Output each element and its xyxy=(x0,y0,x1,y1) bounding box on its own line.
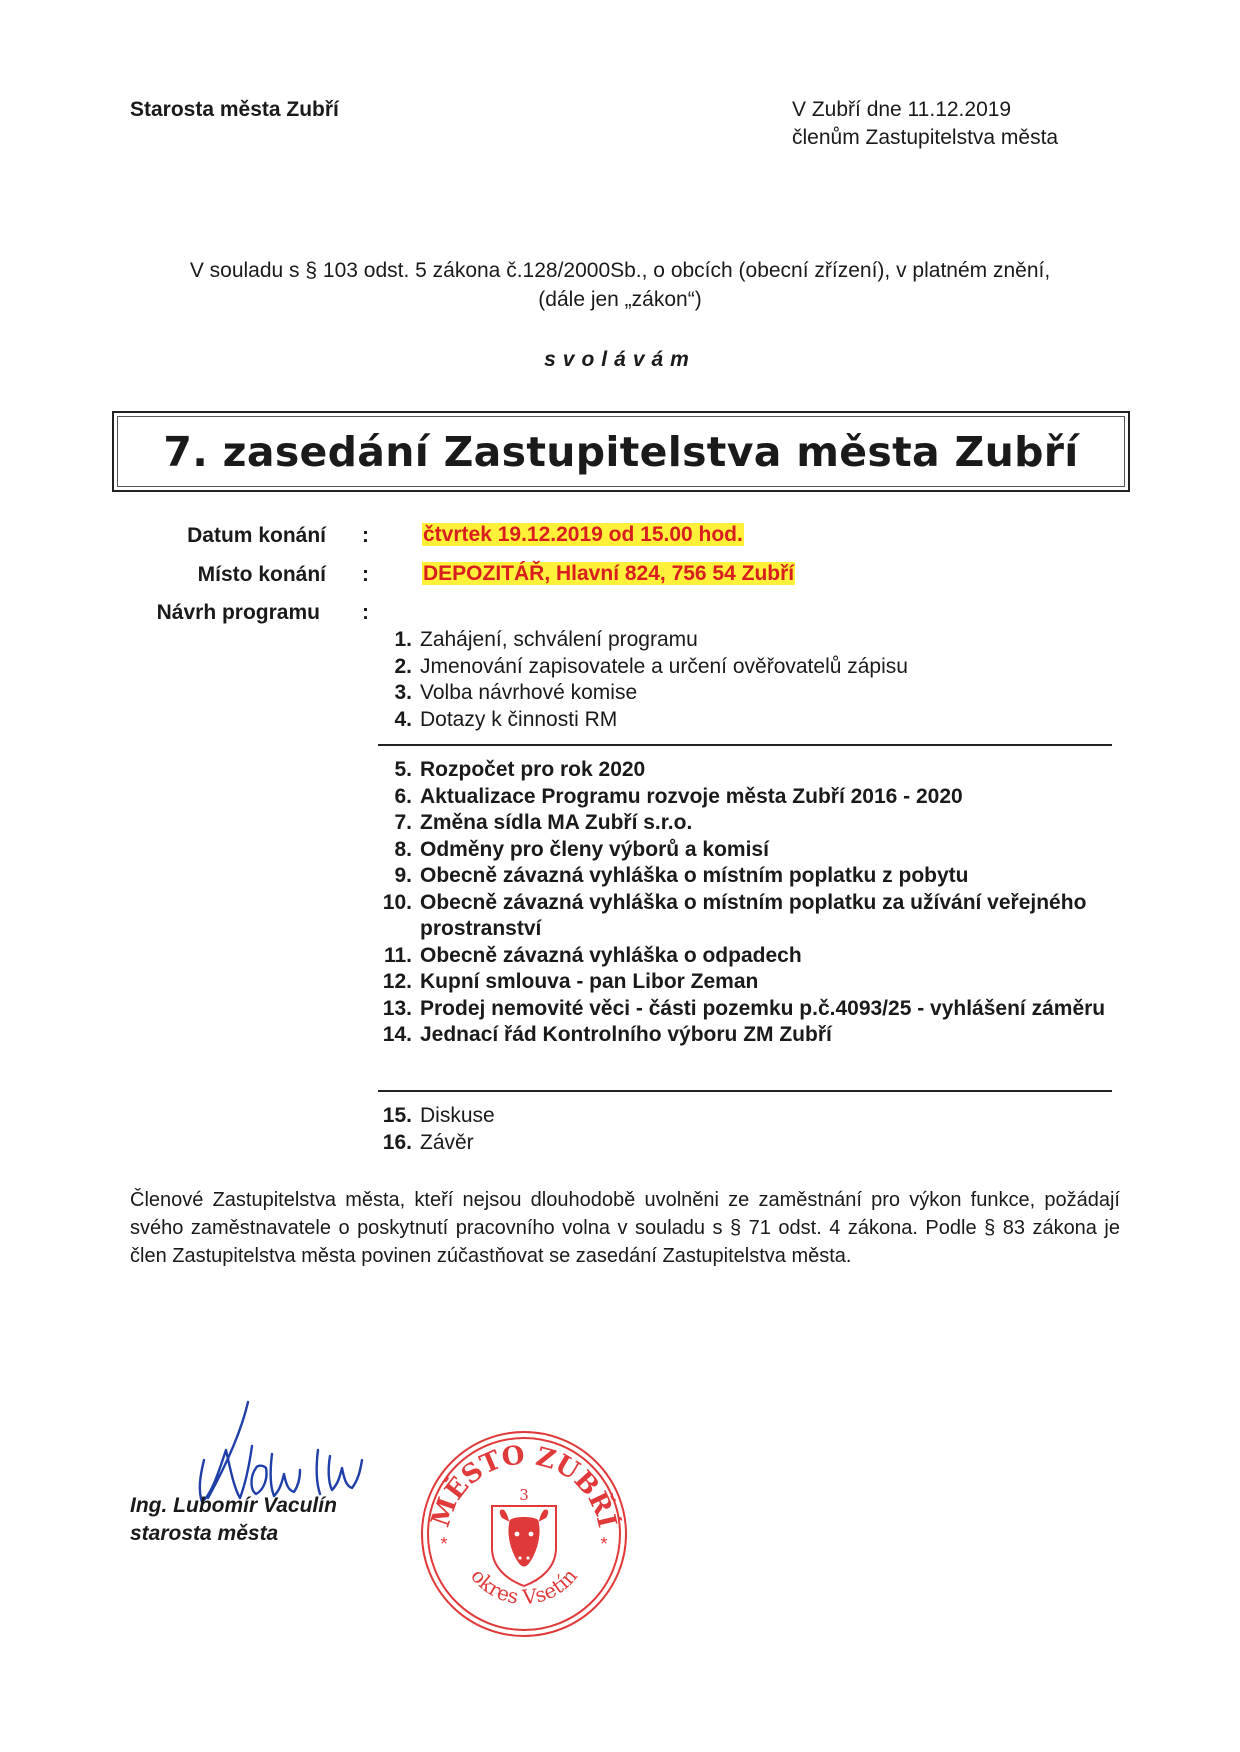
agenda-text: Rozpočet pro rok 2020 xyxy=(420,758,646,781)
program-label: Návrh programu xyxy=(156,601,320,624)
signer-name: Ing. Lubomír Vaculín xyxy=(130,1494,337,1517)
agenda-text: Zahájení, schválení programu xyxy=(420,628,698,651)
sender: Starosta města Zubří xyxy=(130,98,339,121)
agenda-num: 1. xyxy=(394,628,412,651)
agenda-num: 5. xyxy=(394,758,412,781)
date-block xyxy=(792,96,1058,152)
agenda-num: 13. xyxy=(382,996,412,1020)
agenda-text: Odměny pro členy výborů a komisí xyxy=(420,837,769,861)
agenda-text: Jednací řád Kontrolního výboru ZM Zubří xyxy=(420,1023,832,1046)
place-value-wrap xyxy=(422,562,795,586)
date-line: V Zubří dne 11.12.2019 xyxy=(792,98,1012,121)
agenda-text: Změna sídla MA Zubří s.r.o. xyxy=(420,811,693,834)
agenda-item xyxy=(370,810,1110,837)
agenda-text: Obecně závazná vyhláška o místním poplatku z pobytu xyxy=(420,864,969,887)
agenda-item xyxy=(370,996,1110,1023)
agenda-divider-2 xyxy=(378,1090,1112,1092)
agenda-num: 14. xyxy=(382,1023,412,1046)
agenda-num: 11. xyxy=(383,943,412,967)
agenda-item xyxy=(370,1022,1110,1049)
agenda-num: 12. xyxy=(382,970,412,993)
agenda-text: Dotazy k činnosti RM xyxy=(420,707,618,731)
agenda-num: 9. xyxy=(394,864,412,887)
agenda-num: 3. xyxy=(394,681,412,704)
svg-text:*: * xyxy=(440,1534,448,1554)
city-stamp xyxy=(418,1428,630,1640)
agenda-num: 15. xyxy=(382,1104,412,1127)
stamp-number: 3 xyxy=(519,1486,529,1504)
agenda-item xyxy=(370,627,1110,654)
program-colon: : xyxy=(362,601,369,624)
agenda-divider-1 xyxy=(378,744,1112,746)
agenda-group-3 xyxy=(370,1103,1110,1156)
recipient-line: členům Zastupitelstva města xyxy=(792,126,1059,149)
agenda-text: Obecně závazná vyhláška o odpadech xyxy=(420,943,802,967)
agenda-item xyxy=(370,1130,1110,1157)
agenda-num: 7. xyxy=(394,811,412,834)
agenda-num: 8. xyxy=(394,837,412,861)
date-colon: : xyxy=(362,524,369,547)
agenda-item xyxy=(370,680,1110,707)
agenda-group-2 xyxy=(370,757,1110,1049)
agenda-text: Kupní smlouva - pan Libor Zeman xyxy=(420,970,759,993)
svg-text:*: * xyxy=(600,1534,608,1554)
agenda-item xyxy=(370,707,1110,734)
agenda-item xyxy=(370,890,1110,943)
meeting-title: 7. zasedání Zastupitelstva města Zubří xyxy=(163,427,1079,476)
agenda-text: Prodej nemovité věci - části pozemku p.č.4093/25 - vyhlášení záměru xyxy=(420,996,1106,1020)
intro-line-2: (dále jen „zákon“) xyxy=(538,288,702,311)
place-colon: : xyxy=(362,563,369,586)
stamp-top-text: MĚSTO ZUBŘÍ xyxy=(425,1440,622,1531)
agenda-group-1 xyxy=(370,627,1110,733)
date-value-wrap xyxy=(422,523,744,547)
intro-line-1: V souladu s § 103 odst. 5 zákona č.128/2000Sb., o obcích (obecní zřízení), v platném znění, xyxy=(189,259,1051,282)
agenda-text: Aktualizace Programu rozvoje města Zubří 2016 - 2020 xyxy=(420,784,963,808)
agenda-item xyxy=(370,757,1110,784)
agenda-text: Diskuse xyxy=(420,1104,495,1127)
agenda-text: Závěr xyxy=(420,1130,474,1154)
agenda-num: 16. xyxy=(382,1130,412,1154)
agenda-num: 4. xyxy=(394,707,412,731)
intro-text xyxy=(0,256,1240,314)
agenda-item xyxy=(370,1103,1110,1130)
agenda-item xyxy=(370,654,1110,681)
agenda-text: Obecně závazná vyhláška o místním poplatku za užívání veřejného prostranství xyxy=(420,890,1087,940)
stamp-bottom-text: okres Vsetín xyxy=(466,1563,582,1610)
agenda-num: 10. xyxy=(382,890,412,914)
agenda-item xyxy=(370,969,1110,996)
convene-word: svolávám xyxy=(544,348,696,371)
agenda-num: 6. xyxy=(394,784,412,808)
closing-paragraph: Členové Zastupitelstva města, kteří nejsou dlouhodobě uvolněni ze zaměstnání pro výkon funkce, požádají svého zaměstnavatele o poskytnutí pracovního volna v souladu s § 71 odst. 4 zákona. Podle § 83 zákona je člen Zastupitelstva města povinen zúčastňovat se zasedání Zastupitelstva města. xyxy=(130,1189,1120,1267)
signer-block xyxy=(130,1492,337,1548)
agenda-text: Volba návrhové komise xyxy=(420,681,638,704)
agenda-text: Jmenování zapisovatele a určení ověřovatelů zápisu xyxy=(420,654,908,678)
date-label: Datum konání xyxy=(187,524,326,547)
agenda-num: 2. xyxy=(394,654,412,678)
agenda-item xyxy=(370,837,1110,864)
agenda-item xyxy=(370,863,1110,890)
agenda-item xyxy=(370,784,1110,811)
signer-role: starosta města xyxy=(130,1522,279,1545)
date-value: čtvrtek 19.12.2019 od 15.00 hod. xyxy=(423,523,743,546)
place-label: Místo konání xyxy=(197,563,326,586)
meeting-title-box xyxy=(112,411,1130,492)
agenda-item xyxy=(370,943,1110,970)
place-value: DEPOZITÁŘ, Hlavní 824, 756 54 Zubří xyxy=(423,562,795,585)
